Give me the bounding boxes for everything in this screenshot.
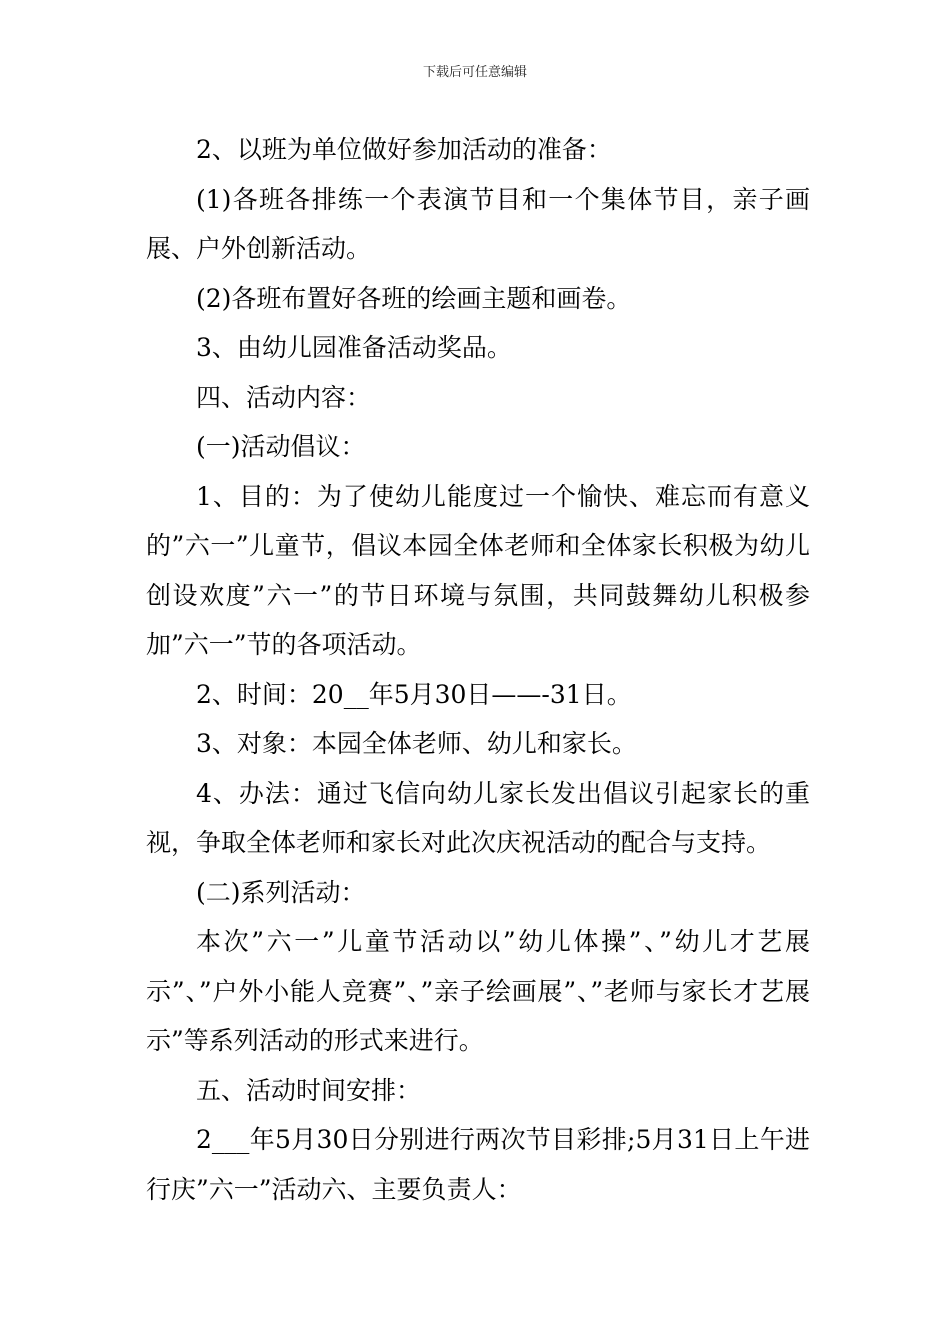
section-heading-schedule: 五、活动时间安排： — [196, 1075, 422, 1105]
paragraph-audience: 3、对象：本园全体老师、幼儿和家长。 — [196, 729, 637, 758]
paragraph-method: 4、办法：通过飞信向幼儿家长发出倡议引起家长的重视，争取全体老师和家长对此次庆祝活动的配合与支持。 — [146, 778, 810, 857]
paragraph-purpose: 1、目的：为了使幼儿能度过一个愉快、难忘而有意义的”六一”儿童节，倡议本园全体老师和全体家长积极为幼儿创设欢度”六一”的节日环境与氛围，共同鼓舞幼儿积极参加”六一”节的各项活动。 — [146, 481, 810, 659]
subsection-heading-proposal: (一)活动倡议： — [196, 432, 366, 461]
document-body — [146, 125, 810, 1214]
paragraph-schedule: 2___年5月30日分别进行两次节目彩排;5月31日上午进行庆”六一”活动六、主要负责人： — [146, 1125, 810, 1204]
subsection-heading-series: (二)系列活动： — [196, 877, 366, 907]
paragraph-prep-by-class: 2、以班为单位做好参加活动的准备： — [196, 135, 612, 164]
paragraph-drawing-theme: (2)各班布置好各班的绘画主题和画卷。 — [196, 283, 632, 313]
paragraph-rehearsal: (1)各班各排练一个表演节目和一个集体节目，亲子画展、户外创新活动。 — [146, 184, 810, 263]
section-heading-activity-content: 四、活动内容： — [196, 382, 372, 412]
paragraph-series-activities: 本次”六一”儿童节活动以”幼儿体操”、”幼儿才艺展示”、”户外小能人竞赛”、”亲子绘画展”、”老师与家长才艺展示”等系列活动的形式来进行。 — [146, 927, 810, 1055]
paragraph-prizes: 3、由幼儿园准备活动奖品。 — [196, 333, 512, 362]
paragraph-time: 2、时间：20__年5月30日——-31日。 — [196, 679, 632, 709]
page-header-note: 下载后可任意编辑 — [422, 65, 527, 80]
